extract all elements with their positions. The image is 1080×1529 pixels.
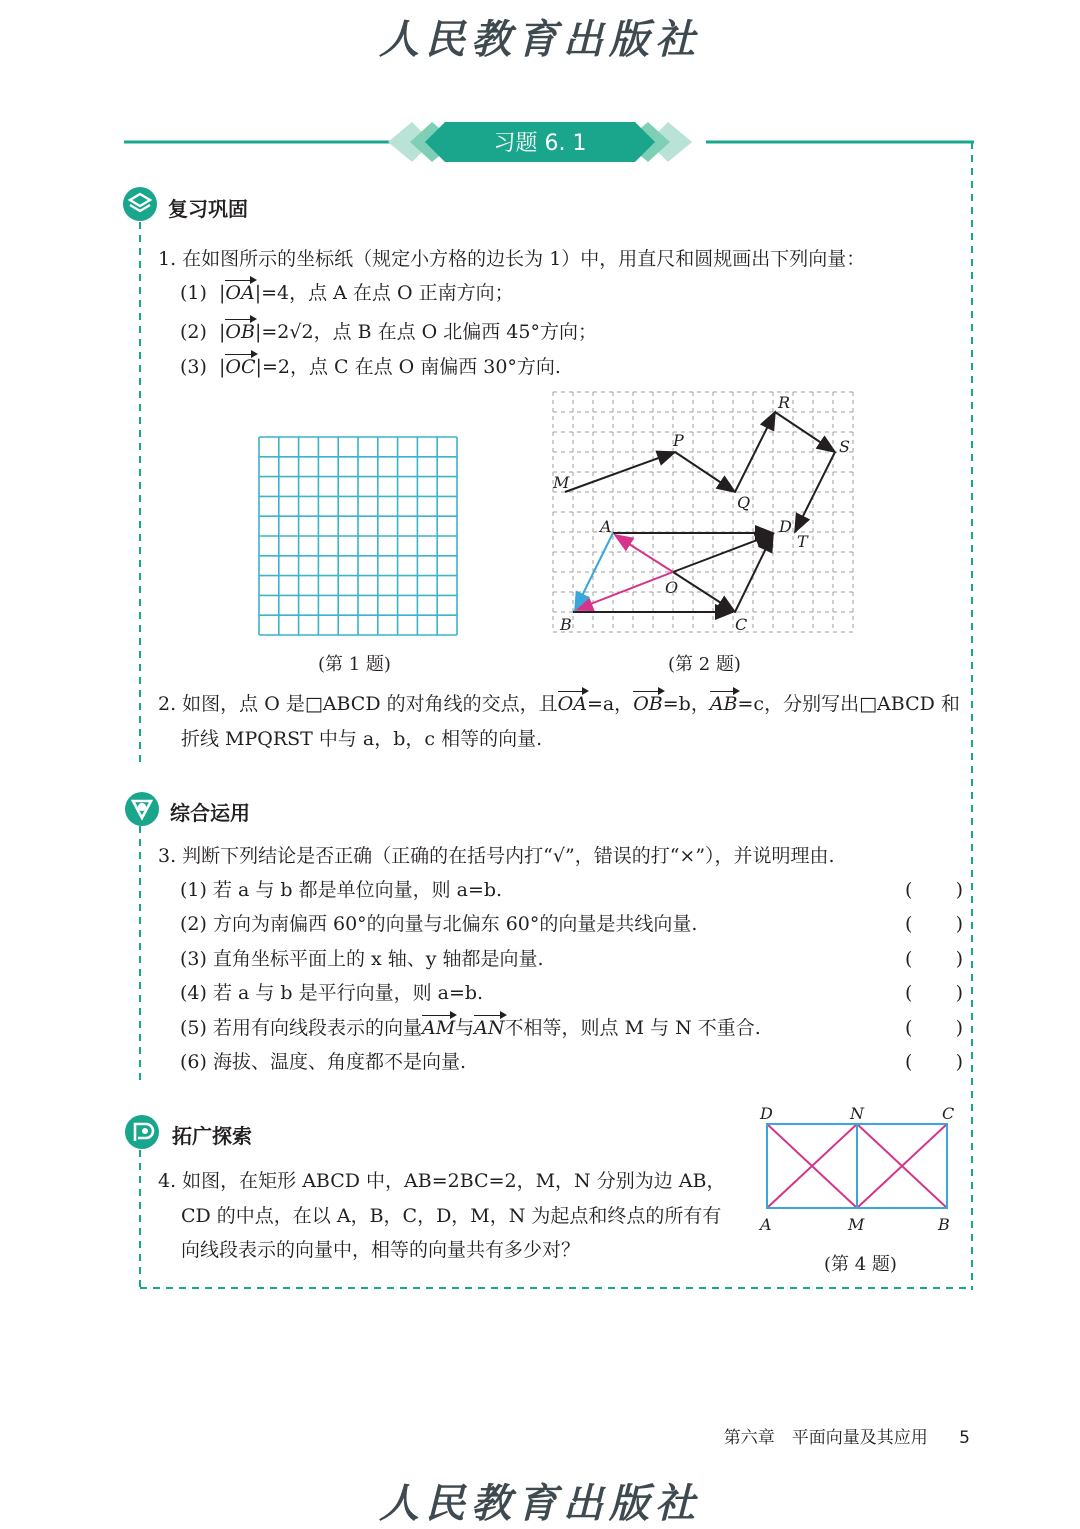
publisher-watermark-top: 人民教育出版社 xyxy=(379,16,701,63)
vector-OA xyxy=(615,535,673,572)
question-3-item-4: (4) 若 a 与 b 是平行向量，则 a=b. xyxy=(180,982,484,1004)
section-title-review: 复习巩固 xyxy=(168,197,248,221)
label-P: P xyxy=(673,431,684,450)
label-S: S xyxy=(839,437,850,456)
section-title-apply: 综合运用 xyxy=(170,801,250,825)
answer-blank-4[interactable]: ( ) xyxy=(905,982,963,1004)
figure-2-vectors xyxy=(545,388,875,638)
question-3-item-3: (3) 直角坐标平面上的 x 轴、y 轴都是向量. xyxy=(180,948,544,970)
figure-1-caption: (第 1 题) xyxy=(318,654,391,675)
label-N: N xyxy=(850,1104,864,1123)
question-4-line-2: CD 的中点，在以 A，B，C，D，M，N 为起点和终点的所有有 xyxy=(181,1205,722,1227)
question-3-item-2: (2) 方向为南偏西 60°的向量与北偏东 60°的向量是共线向量. xyxy=(180,913,698,935)
exercise-title: 习题 6. 1 xyxy=(493,131,587,156)
answer-blank-6[interactable]: ( ) xyxy=(905,1051,963,1073)
question-3-item-5: (5) 若用有向线段表示的向量AM与AN不相等，则点 M 与 N 不重合. xyxy=(180,1017,761,1039)
question-1-item-2: (2) |OB|=2√2，点 B 在点 O 北偏西 45°方向； xyxy=(180,321,597,343)
label-R: R xyxy=(778,393,791,412)
publisher-watermark-bottom: 人民教育出版社 xyxy=(379,1480,701,1527)
question-2-line-1: 2. 如图，点 O 是□ABCD 的对角线的交点，且OA=a，OB=b，AB=c，分别写出□ABCD 和 xyxy=(158,693,960,715)
question-3-stem: 3. 判断下列结论是否正确（正确的在括号内打“√”，错误的打“×”），并说明理由. xyxy=(158,845,835,867)
answer-blank-5[interactable]: ( ) xyxy=(905,1017,963,1039)
label-O: O xyxy=(665,578,679,597)
chapter-title: 第六章 平面向量及其应用 xyxy=(723,1428,928,1448)
label-M: M xyxy=(848,1215,865,1234)
figure-4-caption: (第 4 题) xyxy=(824,1254,897,1275)
review-section-icon xyxy=(122,186,158,222)
label-C: C xyxy=(942,1104,955,1123)
figure-2-caption: (第 2 题) xyxy=(668,654,741,675)
question-1-item-3: (3) |OC|=2，点 C 在点 O 南偏西 30°方向. xyxy=(180,356,561,378)
figure-1-grid-paper xyxy=(258,436,458,636)
explore-section-icon xyxy=(124,1114,160,1150)
question-1-stem: 1. 在如图所示的坐标纸（规定小方格的边长为 1）中，用直尺和圆规画出下列向量： xyxy=(158,248,866,270)
answer-blank-3[interactable]: ( ) xyxy=(905,948,963,970)
answer-blank-1[interactable]: ( ) xyxy=(905,879,963,901)
question-2-line-2: 折线 MPQRST 中与 a，b，c 相等的向量. xyxy=(181,728,543,750)
page-footer xyxy=(724,1423,970,1448)
question-4-line-3: 向线段表示的向量中，相等的向量共有多少对？ xyxy=(181,1239,581,1261)
answer-blank-2[interactable]: ( ) xyxy=(905,913,963,935)
label-M: M xyxy=(553,473,570,492)
label-D: D xyxy=(779,517,792,536)
label-C: C xyxy=(735,615,748,634)
vector-OB xyxy=(575,572,673,610)
label-B: B xyxy=(938,1215,950,1234)
label-B: B xyxy=(560,615,572,634)
question-3-item-6: (6) 海拔、温度、角度都不是向量. xyxy=(180,1051,466,1073)
label-A: A xyxy=(600,517,612,536)
label-D: D xyxy=(760,1104,773,1123)
question-1-item-1: (1) |OA|=4，点 A 在点 O 正南方向； xyxy=(180,282,514,304)
question-3-item-1: (1) 若 a 与 b 都是单位向量，则 a=b. xyxy=(180,879,503,901)
label-A: A xyxy=(760,1215,772,1234)
label-T: T xyxy=(797,532,808,551)
figure-4-rectangle xyxy=(752,1100,982,1240)
label-Q: Q xyxy=(737,493,751,512)
page-number: 5 xyxy=(959,1428,970,1448)
apply-section-icon xyxy=(124,791,160,827)
section-title-explore: 拓广探索 xyxy=(172,1124,252,1148)
question-4-line-1: 4. 如图，在矩形 ABCD 中，AB=2BC=2，M，N 分别为边 AB， xyxy=(158,1170,726,1192)
